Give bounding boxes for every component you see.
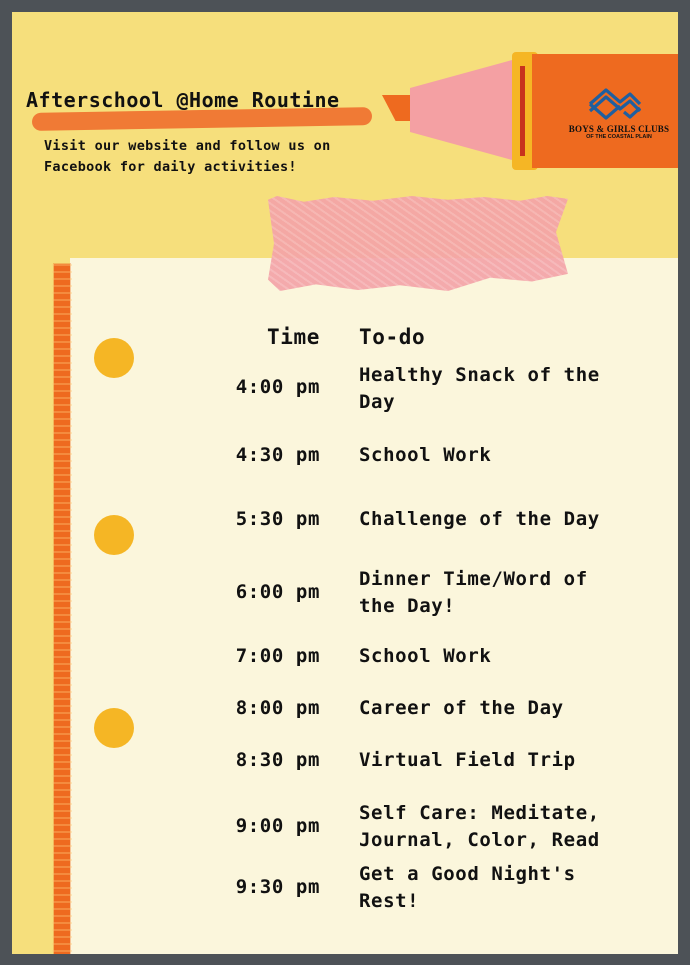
logo-name: BOYS & GIRLS CLUBS <box>568 124 670 134</box>
row-time: 5:30 pm <box>235 508 320 530</box>
washi-tape <box>268 196 568 291</box>
row-time: 8:00 pm <box>235 697 320 719</box>
row-todo: Challenge of the Day <box>359 508 600 530</box>
row-time: 7:00 pm <box>235 645 320 667</box>
club-logo-text <box>552 124 678 140</box>
todo-column-header: To-do <box>359 325 426 349</box>
row-todo: Dinner Time/Word of the Day! <box>359 568 588 617</box>
row-todo: Healthy Snack of the Day <box>359 364 600 413</box>
row-time: 9:30 pm <box>235 876 320 898</box>
club-logo-icon <box>586 84 644 122</box>
punch-hole <box>94 515 134 555</box>
row-todo: School Work <box>359 645 492 667</box>
paper-binding-strip <box>54 264 70 954</box>
poster <box>12 12 678 954</box>
row-todo: Virtual Field Trip <box>359 749 576 771</box>
page-subtitle: Visit our website and follow us on Facebook for daily activities! <box>44 138 331 175</box>
highlighter-cone <box>410 60 512 160</box>
row-time: 4:30 pm <box>235 444 320 466</box>
row-time: 9:00 pm <box>235 815 320 837</box>
row-todo: Career of the Day <box>359 697 564 719</box>
row-todo: Self Care: Meditate, Journal, Color, Read <box>359 802 600 851</box>
punch-hole <box>94 338 134 378</box>
punch-hole <box>94 708 134 748</box>
row-time: 8:30 pm <box>235 749 320 771</box>
page-title: Afterschool @Home Routine <box>26 88 340 112</box>
row-time: 6:00 pm <box>235 581 320 603</box>
logo-tagline: OF THE COASTAL PLAIN <box>586 134 652 140</box>
row-time: 4:00 pm <box>235 376 320 398</box>
time-column-header: Time <box>267 325 320 349</box>
row-todo: Get a Good Night's Rest! <box>359 863 576 912</box>
row-todo: School Work <box>359 444 492 466</box>
